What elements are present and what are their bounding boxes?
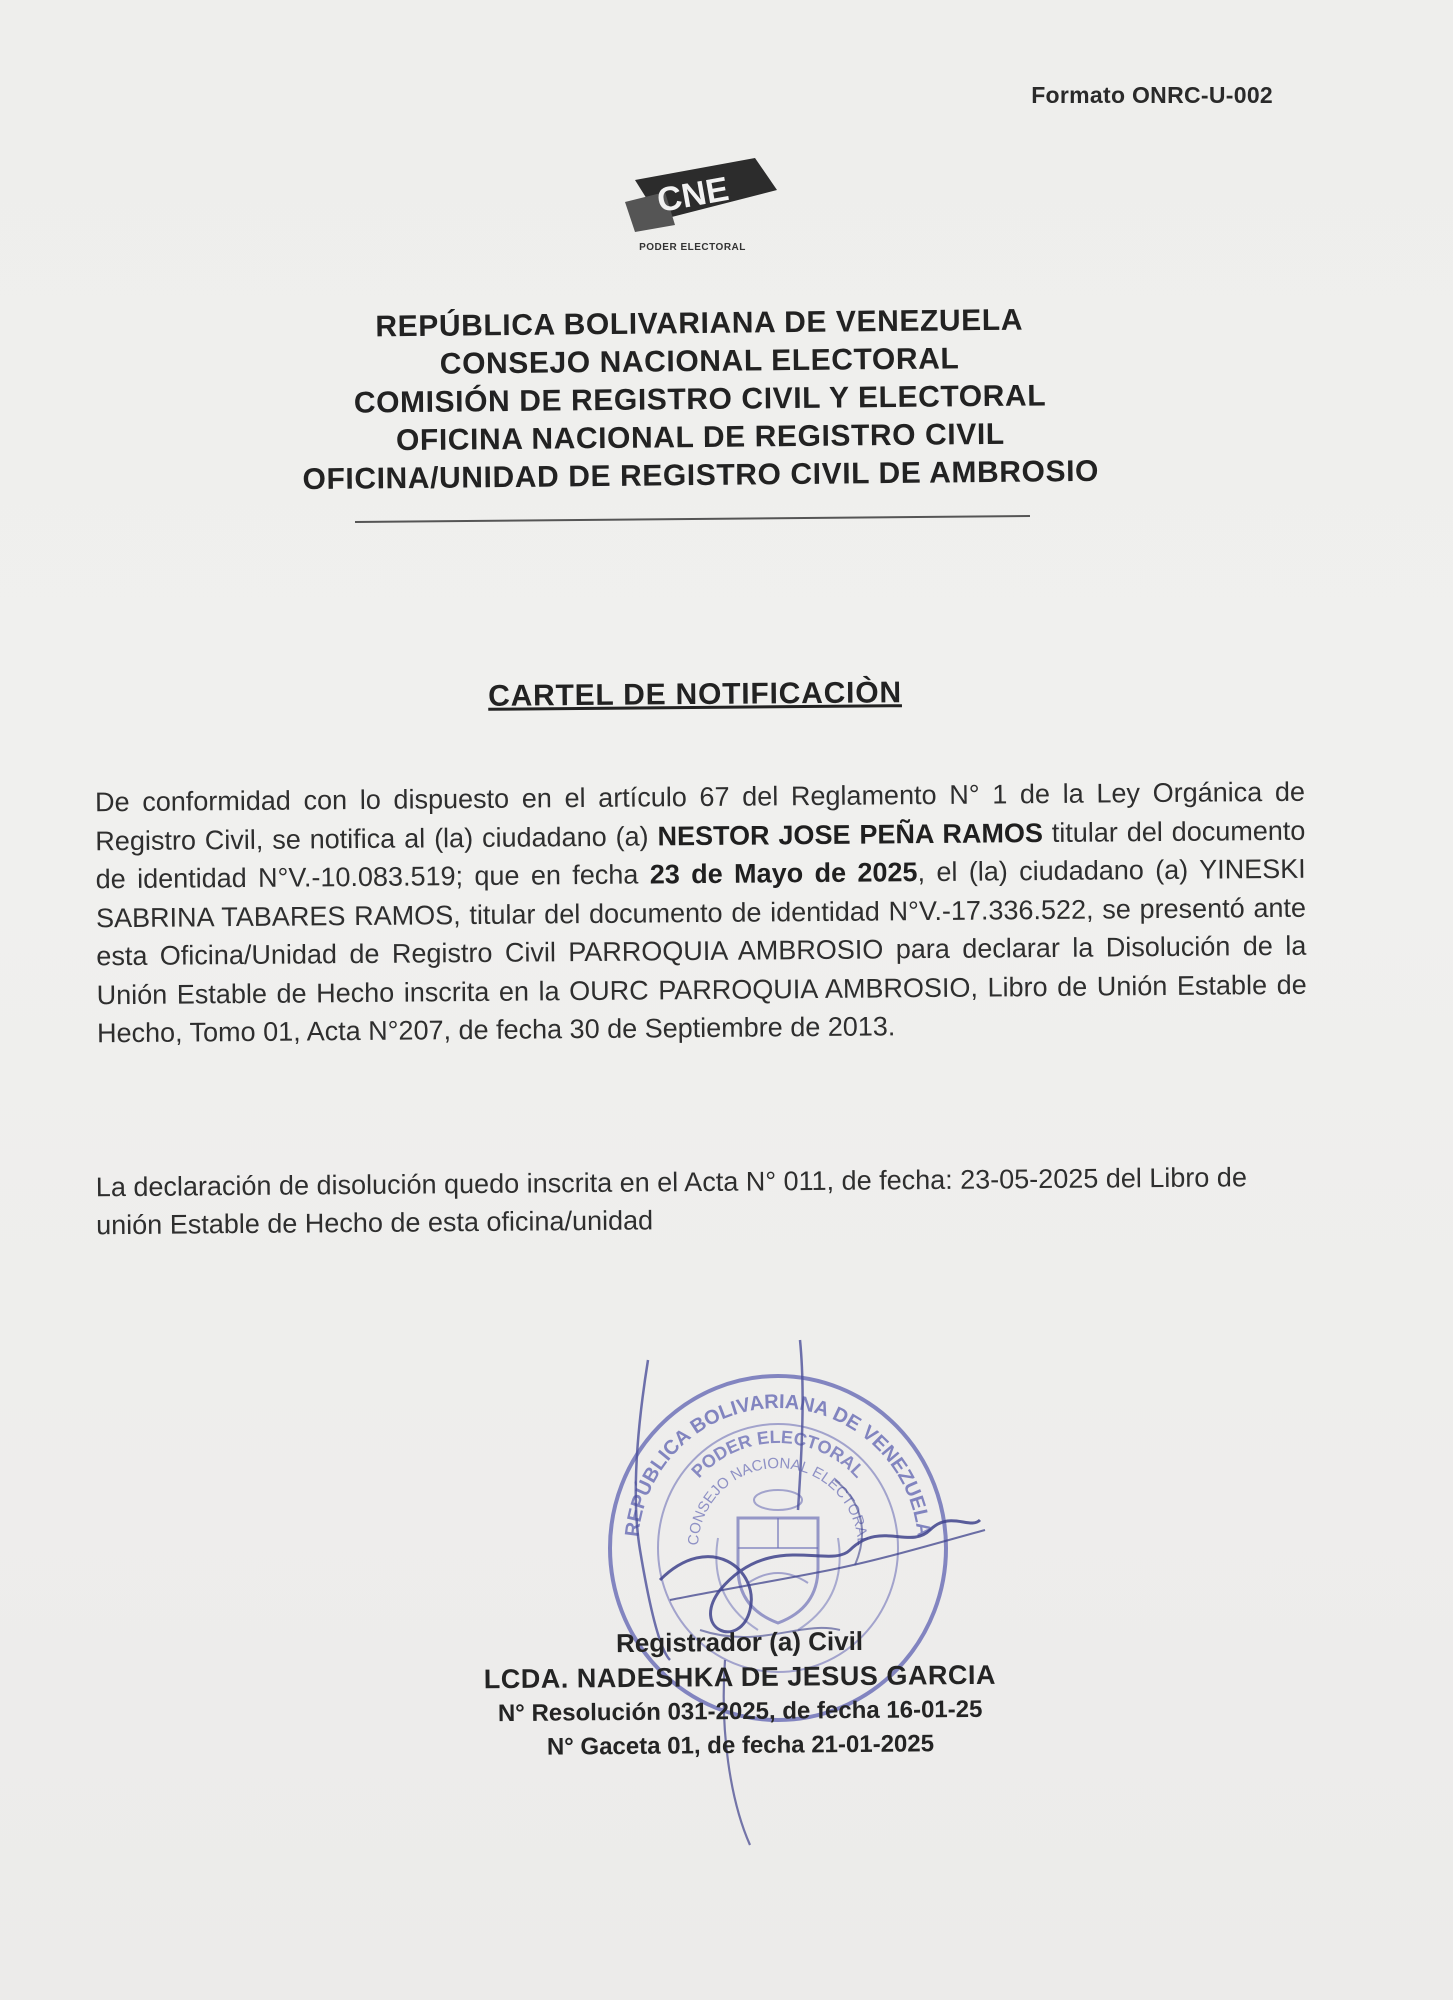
header-line-republic: REPÚBLICA BOLIVARIANA DE VENEZUELA xyxy=(375,303,1024,344)
declaration-date: 23 de Mayo de 2025 xyxy=(649,857,918,890)
cne-logo-graphic xyxy=(605,150,780,242)
signer-name: LCDA. NADESHKA DE JESUS GARCIA xyxy=(483,1659,997,1695)
signature-block xyxy=(329,1621,1150,1766)
institution-header xyxy=(179,300,1221,501)
header-divider xyxy=(355,515,1030,523)
svg-text:CNE: CNE xyxy=(654,170,732,220)
handwritten-signature xyxy=(600,1330,1020,1850)
paragraph-text-3: , el (la) ciudadano (a) YINESKI SABRINA TABARES RAMOS, titular del documento de identidad N°V.-17.336.522, se presentó ante esta Oficina/Unidad de Registro Civil PARROQUIA AMBROSIO para declarar la Disolución de la Unión Estable de Hecho inscrita en la OURC PARROQUIA AMBROSIO, Libro de Unión Estable de Hecho, Tomo 01, Acta N°207, de fecha 30 de Septiembre de 2013. xyxy=(95,853,1307,1049)
cne-logo-icon xyxy=(605,150,805,265)
header-line-commission: COMISIÓN DE REGISTRO CIVIL Y ELECTORAL xyxy=(353,379,1047,420)
logo-subtitle: PODER ELECTORAL xyxy=(639,242,746,253)
svg-text:PODER ELECTORAL: PODER ELECTORAL xyxy=(687,1426,869,1482)
notification-paragraph xyxy=(95,773,1307,1053)
paragraph-text-2: titular del documento de identidad N°V.-10.083.519; que en fecha xyxy=(95,815,1306,895)
paragraph-text-1: De conformidad con lo dispuesto en el artículo 67 del Reglamento N° 1 de la Ley Orgánica de Registro Civil, se notifica al (la) ciudadano (a) xyxy=(94,776,1306,856)
header-line-unit: OFICINA/UNIDAD DE REGISTRO CIVIL DE AMBROSIO xyxy=(302,454,1100,497)
signer-role: Registrador (a) Civil xyxy=(615,1625,864,1659)
registration-paragraph: La declaración de disolución quedo inscrita en el Acta N° 011, de fecha: 23-05-2025 del Libro de unión Estable de Hecho de esta oficina/unidad xyxy=(95,1162,1248,1241)
svg-text:CONSEJO NACIONAL ELECTORAL: CONSEJO NACIONAL ELECTORAL xyxy=(684,1454,872,1547)
notified-person-name: NESTOR JOSE PEÑA RAMOS xyxy=(657,817,1044,851)
svg-text:REPÚBLICA BOLIVARIANA DE VENEZ: REPÚBLICA BOLIVARIANA DE VENEZUELA xyxy=(621,1390,935,1539)
document-title: CARTEL DE NOTIFICACIÒN xyxy=(488,676,902,713)
format-code: Formato ONRC-U-002 xyxy=(1031,82,1273,108)
resolution-line: N° Resolución 031-2025, de fecha 16-01-25 xyxy=(497,1695,983,1728)
header-line-office: OFICINA NACIONAL DE REGISTRO CIVIL xyxy=(395,417,1005,458)
gazette-line: N° Gaceta 01, de fecha 21-01-2025 xyxy=(546,1730,935,1761)
header-line-council: CONSEJO NACIONAL ELECTORAL xyxy=(439,342,960,381)
